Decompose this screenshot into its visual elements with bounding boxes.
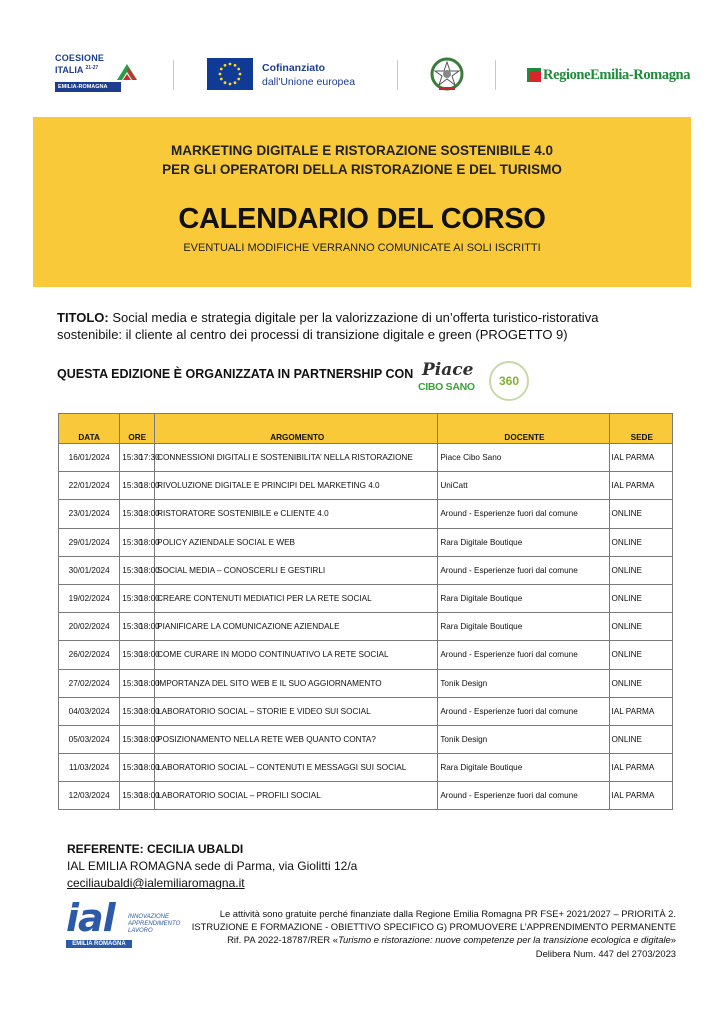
cell-argomento: SOCIAL MEDIA – CONOSCERLI E GESTIRLI — [155, 556, 438, 584]
cell-end-time: 18:00 — [137, 641, 154, 669]
ial-logo-mark: ial — [66, 896, 115, 940]
course-calendar-table — [58, 413, 673, 810]
cell-data: 26/02/2024 — [59, 641, 120, 669]
regione-emilia-romagna-logo — [527, 66, 697, 86]
cell-data: 12/03/2024 — [59, 782, 120, 810]
eu-cofinanced-logo — [207, 58, 377, 92]
cell-argomento: LABORATORIO SOCIAL – CONTENUTI E MESSAGGI SUI SOCIAL — [155, 754, 438, 782]
cell-data: 29/01/2024 — [59, 528, 120, 556]
cell-argomento: RIVOLUZIONE DIGITALE E PRINCIPI DEL MARKETING 4.0 — [155, 472, 438, 500]
table-row — [59, 584, 673, 612]
eu-flag-icon — [207, 58, 253, 90]
cell-sede: IAL PARMA — [609, 472, 672, 500]
ial-tag-apprendimento: APPRENDIMENTO — [128, 921, 181, 927]
table-row — [59, 444, 673, 472]
cell-argomento: POLICY AZIENDALE SOCIAL E WEB — [155, 528, 438, 556]
logo-separator — [397, 60, 398, 90]
table-body — [59, 444, 673, 810]
table-row — [59, 697, 673, 725]
cell-sede: ONLINE — [609, 528, 672, 556]
legal-line3-prefix: Rif. PA 2022-18787/RER « — [227, 934, 338, 946]
cell-data: 19/02/2024 — [59, 584, 120, 612]
cell-end-time: 18:00 — [137, 556, 154, 584]
cell-start-time: 15:30 — [120, 669, 137, 697]
legal-line3-suffix: » — [670, 934, 676, 946]
cell-docente: Around - Esperienze fuori dal comune — [438, 641, 609, 669]
table-row — [59, 500, 673, 528]
piace-cibo-sano-logo — [418, 358, 486, 398]
cell-data: 05/03/2024 — [59, 725, 120, 753]
cell-docente: Rara Digitale Boutique — [438, 528, 609, 556]
titolo-label: TITOLO: — [57, 310, 109, 325]
italian-republic-emblem-icon — [427, 54, 467, 94]
cell-sede: ONLINE — [609, 556, 672, 584]
ial-logo-tagline — [128, 914, 180, 935]
changes-note: EVENTUALI MODIFICHE VERRANNO COMUNICATE AI SOLI ISCRITTI — [183, 242, 541, 254]
cell-start-time: 15:30 — [120, 782, 137, 810]
funding-legal-text — [190, 907, 676, 960]
piace-logo-word1: Piace — [422, 360, 474, 380]
cell-docente: Rara Digitale Boutique — [438, 754, 609, 782]
logo-separator — [173, 60, 174, 90]
header-docente: DOCENTE — [438, 414, 609, 444]
page-title: CALENDARIO DEL CORSO — [178, 203, 546, 235]
cell-sede: ONLINE — [609, 613, 672, 641]
legal-project-title: Turismo e ristorazione: nuove competenze per la transizione ecologica e digitale — [337, 934, 671, 946]
cell-start-time: 15:30 — [120, 444, 137, 472]
cell-end-time: 18:00 — [137, 584, 154, 612]
cell-data: 04/03/2024 — [59, 697, 120, 725]
coesione-region: EMILIA-ROMAGNA — [55, 82, 121, 92]
cell-end-time: 18:00 — [137, 669, 154, 697]
table-header-row — [59, 414, 673, 444]
cell-start-time: 15:30 — [120, 472, 137, 500]
badge-360-text: 360 — [498, 374, 520, 388]
header-banner — [33, 117, 691, 287]
header-argomento: ARGOMENTO — [155, 414, 438, 444]
cell-start-time: 15:30 — [120, 584, 137, 612]
cell-end-time: 17:30 — [137, 444, 154, 472]
cell-start-time: 15:30 — [120, 725, 137, 753]
cell-end-time: 18:00 — [137, 754, 154, 782]
cell-data: 30/01/2024 — [59, 556, 120, 584]
cell-argomento: RISTORATORE SOSTENIBILE e CLIENTE 4.0 — [155, 500, 438, 528]
ial-tag-lavoro: LAVORO — [128, 928, 153, 934]
eu-text-line2: dall'Unione europea — [262, 76, 356, 88]
header-ore: ORE — [120, 414, 155, 444]
cell-docente: Around - Esperienze fuori dal comune — [438, 556, 609, 584]
cell-docente: Piace Cibo Sano — [438, 444, 609, 472]
cell-argomento: LABORATORIO SOCIAL – PROFILI SOCIAL — [155, 782, 438, 810]
cell-argomento: POSIZIONAMENTO NELLA RETE WEB QUANTO CONTA? — [155, 725, 438, 753]
referente-address: IAL EMILIA ROMAGNA sede di Parma, via Giolitti 12/a — [67, 859, 358, 873]
cell-sede: ONLINE — [609, 500, 672, 528]
table-row — [59, 725, 673, 753]
header-data: DATA — [59, 414, 120, 444]
cell-argomento: LABORATORIO SOCIAL – STORIE E VIDEO SUI SOCIAL — [155, 697, 438, 725]
cell-start-time: 15:30 — [120, 500, 137, 528]
referente-name: REFERENTE: CECILIA UBALDI — [67, 842, 244, 856]
course-subtitle-line2: PER GLI OPERATORI DELLA RISTORAZIONE E DEL TURISMO — [162, 162, 562, 177]
cell-sede: IAL PARMA — [609, 697, 672, 725]
cell-argomento: COME CURARE IN MODO CONTINUATIVO LA RETE SOCIAL — [155, 641, 438, 669]
cell-end-time: 18:00 — [137, 472, 154, 500]
table-row — [59, 782, 673, 810]
cell-end-time: 18:00 — [137, 500, 154, 528]
piace-logo-word2: CIBO SANO — [418, 381, 475, 393]
cell-end-time: 18:00 — [137, 613, 154, 641]
cell-end-time: 18:00 — [137, 725, 154, 753]
cell-sede: IAL PARMA — [609, 754, 672, 782]
cell-data: 23/01/2024 — [59, 500, 120, 528]
cell-data: 20/02/2024 — [59, 613, 120, 641]
legal-line1: Le attività sono gratuite perché finanziate dalla Regione Emilia Romagna PR FSE+ 2021/2027 – PRIORITÀ 2. — [219, 908, 676, 919]
titolo-text: Social media e strategia digitale per la valorizzazione di un’offerta turistico-ristorativa sostenibile: il cliente al centro dei processi di transizione digitale e green (PROGETTO 9) — [57, 310, 599, 342]
ial-logo-region: EMILIA ROMAGNA — [66, 940, 132, 948]
course-title-paragraph — [57, 309, 657, 343]
cell-start-time: 15:30 — [120, 613, 137, 641]
partnership-text: QUESTA EDIZIONE È ORGANIZZATA IN PARTNERSHIP CON — [57, 367, 414, 381]
legal-line2: ISTRUZIONE E FORMAZIONE - OBIETTIVO SPECIFICO G) PROMUOVERE L’APPRENDIMENTO PERMANENTE — [191, 921, 676, 933]
cell-sede: IAL PARMA — [609, 782, 672, 810]
cell-start-time: 15:30 — [120, 697, 137, 725]
cell-docente: Around - Esperienze fuori dal comune — [438, 500, 609, 528]
referente-email-link[interactable]: ceciliaubaldi@ialemiliaromagna.it — [67, 876, 245, 890]
regione-flag-icon — [527, 68, 541, 82]
table-row — [59, 754, 673, 782]
cell-sede: ONLINE — [609, 725, 672, 753]
cell-docente: Tonik Design — [438, 725, 609, 753]
contact-block — [67, 841, 357, 892]
cell-data: 16/01/2024 — [59, 444, 120, 472]
legal-line4: Delibera Num. 447 del 2703/2023 — [535, 947, 676, 959]
cell-sede: ONLINE — [609, 641, 672, 669]
header-sede: SEDE — [609, 414, 672, 444]
course-subtitle-line1: MARKETING DIGITALE E RISTORAZIONE SOSTENIBILE 4.0 — [170, 143, 554, 158]
cell-docente: Rara Digitale Boutique — [438, 584, 609, 612]
table-row — [59, 472, 673, 500]
cell-end-time: 18:00 — [137, 697, 154, 725]
cell-sede: ONLINE — [609, 669, 672, 697]
cell-argomento: IMPORTANZA DEL SITO WEB E IL SUO AGGIORNAMENTO — [155, 669, 438, 697]
table-row — [59, 556, 673, 584]
table-row — [59, 528, 673, 556]
ial-tag-innovazione: INNOVAZIONE — [128, 914, 170, 920]
cell-data: 22/01/2024 — [59, 472, 120, 500]
logo-bar — [55, 48, 695, 100]
cell-data: 27/02/2024 — [59, 669, 120, 697]
coesione-line1: COESIONE — [55, 53, 105, 63]
table-row — [59, 669, 673, 697]
coesione-arrows-icon — [113, 58, 141, 86]
cell-sede: IAL PARMA — [609, 444, 672, 472]
cell-end-time: 18:00 — [137, 782, 154, 810]
cell-argomento: CREARE CONTENUTI MEDIATICI PER LA RETE SOCIAL — [155, 584, 438, 612]
cell-start-time: 15:30 — [120, 528, 137, 556]
regione-name: RegioneEmilia-Romagna — [543, 67, 691, 83]
cell-docente: Tonik Design — [438, 669, 609, 697]
logo-separator — [495, 60, 496, 90]
cell-argomento: CONNESSIONI DIGITALI E SOSTENIBILITA’ NELLA RISTORAZIONE — [155, 444, 438, 472]
ial-logo — [66, 898, 196, 954]
coesione-italia-text: ITALIA — [55, 65, 83, 75]
cell-start-time: 15:30 — [120, 641, 137, 669]
cell-docente: Rara Digitale Boutique — [438, 613, 609, 641]
cell-docente: Around - Esperienze fuori dal comune — [438, 782, 609, 810]
cell-docente: Around - Esperienze fuori dal comune — [438, 697, 609, 725]
cell-argomento: PIANIFICARE LA COMUNICAZIONE AZIENDALE — [155, 613, 438, 641]
cell-sede: ONLINE — [609, 584, 672, 612]
legal-line3 — [190, 933, 676, 946]
cell-data: 11/03/2024 — [59, 754, 120, 782]
badge-360-logo — [489, 361, 529, 401]
coesione-years: 21-27 — [85, 65, 99, 71]
table-row — [59, 641, 673, 669]
cell-end-time: 18:00 — [137, 528, 154, 556]
coesione-italia-logo — [55, 54, 145, 96]
eu-text-line1: Cofinanziato — [262, 62, 325, 74]
cell-docente: UniCatt — [438, 472, 609, 500]
cell-start-time: 15:30 — [120, 556, 137, 584]
table-row — [59, 613, 673, 641]
cell-start-time: 15:30 — [120, 754, 137, 782]
